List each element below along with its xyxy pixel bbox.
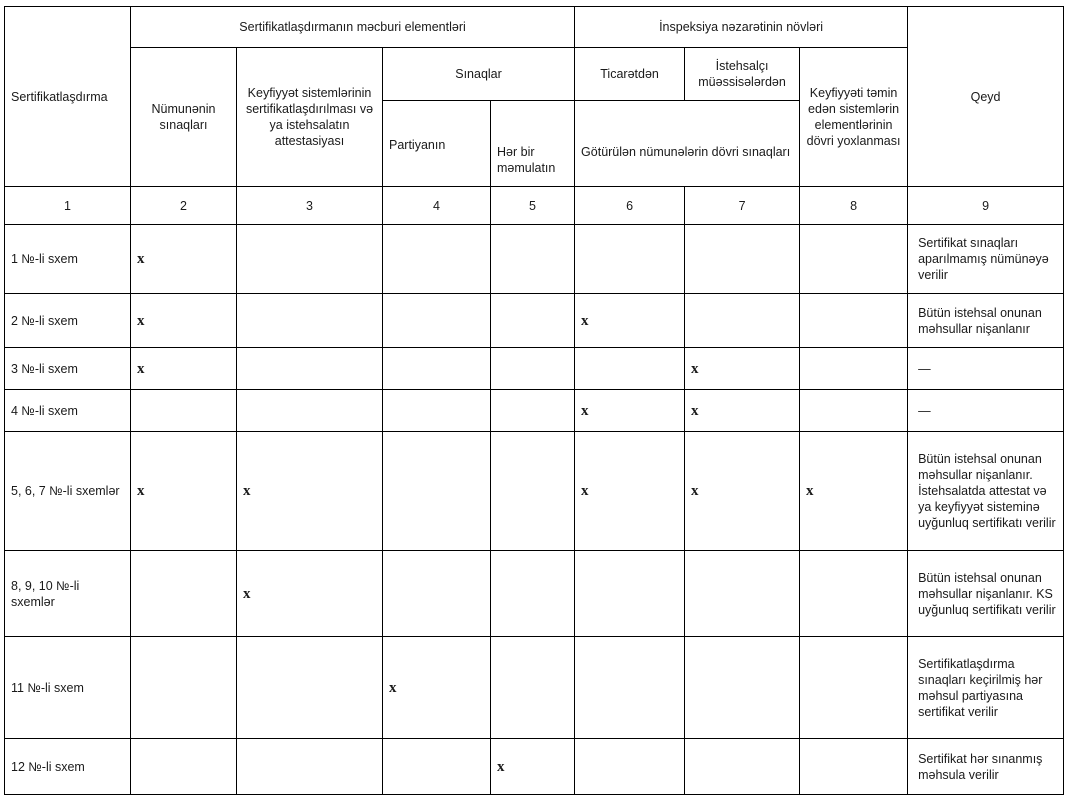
mark-cell: x xyxy=(131,225,237,294)
note-cell: — xyxy=(908,390,1064,432)
mark-cell xyxy=(800,348,908,390)
mark-cell: x xyxy=(131,432,237,551)
mark-cell xyxy=(800,225,908,294)
mark-cell xyxy=(575,551,685,637)
mark-cell xyxy=(800,390,908,432)
mark-cell xyxy=(575,225,685,294)
mark-cell: x xyxy=(383,637,491,739)
mark-cell xyxy=(237,294,383,348)
mark-cell xyxy=(491,432,575,551)
mark-cell xyxy=(800,637,908,739)
header-from-trade: Ticarətdən xyxy=(575,48,685,101)
mark-cell xyxy=(383,432,491,551)
mark-cell xyxy=(237,348,383,390)
header-inspection-types: İnspeksiya nəzarətinin növləri xyxy=(575,7,908,48)
header-each-product: Hər bir məmulatın xyxy=(491,101,575,187)
mark-cell xyxy=(491,294,575,348)
column-number: 2 xyxy=(131,187,237,225)
mark-cell xyxy=(685,294,800,348)
mark-cell: x xyxy=(685,348,800,390)
table-row xyxy=(5,348,1064,390)
mark-cell: x xyxy=(237,432,383,551)
mark-cell xyxy=(800,551,908,637)
mark-cell xyxy=(800,739,908,795)
mark-cell xyxy=(575,637,685,739)
table-row xyxy=(5,432,1064,551)
note-cell: Bütün istehsal onunan məhsullar nişanlanır. İstehsalatda attestat və ya keyfiyyət sisteminə uyğunluq sertifikatı verilir xyxy=(908,432,1064,551)
note-cell: Bütün istehsal onunan məhsullar nişanlanır xyxy=(908,294,1064,348)
mark-cell xyxy=(237,739,383,795)
mark-cell xyxy=(685,739,800,795)
table-row xyxy=(5,551,1064,637)
mark-cell xyxy=(237,637,383,739)
mark-cell xyxy=(383,225,491,294)
column-number: 9 xyxy=(908,187,1064,225)
mark-cell xyxy=(237,225,383,294)
mark-cell: x xyxy=(685,432,800,551)
mark-cell xyxy=(685,637,800,739)
mark-cell xyxy=(383,739,491,795)
mark-cell xyxy=(491,637,575,739)
scheme-name: 12 №-li sxem xyxy=(5,739,131,795)
header-periodic-sample-tests: Götürülən nümunələrin dövri sınaqları xyxy=(575,101,800,187)
header-tests: Sınaqlar xyxy=(383,48,575,101)
mark-cell xyxy=(237,390,383,432)
note-cell: Sertifikat sınaqları aparılmamış nümünəyə verilir xyxy=(908,225,1064,294)
scheme-name: 4 №-li sxem xyxy=(5,390,131,432)
mark-cell xyxy=(491,225,575,294)
column-number: 7 xyxy=(685,187,800,225)
mark-cell: x xyxy=(575,390,685,432)
scheme-name: 8, 9, 10 №-li sxemlər xyxy=(5,551,131,637)
mark-cell: x xyxy=(131,348,237,390)
scheme-name: 5, 6, 7 №-li sxemlər xyxy=(5,432,131,551)
mark-cell xyxy=(383,551,491,637)
mark-cell xyxy=(131,637,237,739)
mark-cell: x xyxy=(237,551,383,637)
table-row xyxy=(5,390,1064,432)
mark-cell xyxy=(131,739,237,795)
header-sample-tests: Nümunənin sınaqları xyxy=(131,48,237,187)
scheme-name: 11 №-li sxem xyxy=(5,637,131,739)
table-row xyxy=(5,637,1064,739)
mark-cell: x xyxy=(800,432,908,551)
table-row xyxy=(5,225,1064,294)
column-number: 8 xyxy=(800,187,908,225)
mark-cell: x xyxy=(575,294,685,348)
mark-cell xyxy=(800,294,908,348)
mark-cell xyxy=(491,551,575,637)
certification-schemes-table xyxy=(4,6,1064,795)
header-mandatory-elements: Sertifikatlaşdırmanın məcburi elementləri xyxy=(131,7,575,48)
mark-cell xyxy=(685,225,800,294)
mark-cell xyxy=(383,294,491,348)
column-number: 5 xyxy=(491,187,575,225)
mark-cell xyxy=(575,739,685,795)
mark-cell: x xyxy=(491,739,575,795)
mark-cell xyxy=(383,348,491,390)
header-quality-systems: Keyfiyyət sistemlərinin sertifikatlaşdırılması və ya istehsalatın attestasiyası xyxy=(237,48,383,187)
mark-cell xyxy=(491,390,575,432)
column-number: 6 xyxy=(575,187,685,225)
scheme-name: 2 №-li sxem xyxy=(5,294,131,348)
column-number: 4 xyxy=(383,187,491,225)
header-quality-assurance-check: Keyfiyyəti təmin edən sistemlərin elementlərinin dövri yoxlanması xyxy=(800,48,908,187)
mark-cell xyxy=(575,348,685,390)
column-number: 3 xyxy=(237,187,383,225)
column-number-row xyxy=(5,187,1064,225)
note-cell: Sertifikat hər sınanmış məhsula verilir xyxy=(908,739,1064,795)
mark-cell: x xyxy=(131,294,237,348)
mark-cell: x xyxy=(575,432,685,551)
scheme-name: 3 №-li sxem xyxy=(5,348,131,390)
header-batch: Partiyanın xyxy=(383,101,491,187)
mark-cell xyxy=(383,390,491,432)
mark-cell xyxy=(491,348,575,390)
header-sertifikatlasdirma: Sertifikatlaşdırma xyxy=(5,7,131,187)
scheme-name: 1 №-li sxem xyxy=(5,225,131,294)
mark-cell xyxy=(131,551,237,637)
mark-cell xyxy=(131,390,237,432)
note-cell: — xyxy=(908,348,1064,390)
table-row xyxy=(5,294,1064,348)
header-qeyd: Qeyd xyxy=(908,7,1064,187)
header-from-manufacturers: İstehsalçı müəssisələrdən xyxy=(685,48,800,101)
table-row xyxy=(5,739,1064,795)
mark-cell: x xyxy=(685,390,800,432)
note-cell: Sertifikatlaşdırma sınaqları keçirilmiş hər məhsul partiyasına sertifikat verilir xyxy=(908,637,1064,739)
note-cell: Bütün istehsal onunan məhsullar nişanlanır. KS uyğunluq sertifikatı verilir xyxy=(908,551,1064,637)
column-number: 1 xyxy=(5,187,131,225)
mark-cell xyxy=(685,551,800,637)
